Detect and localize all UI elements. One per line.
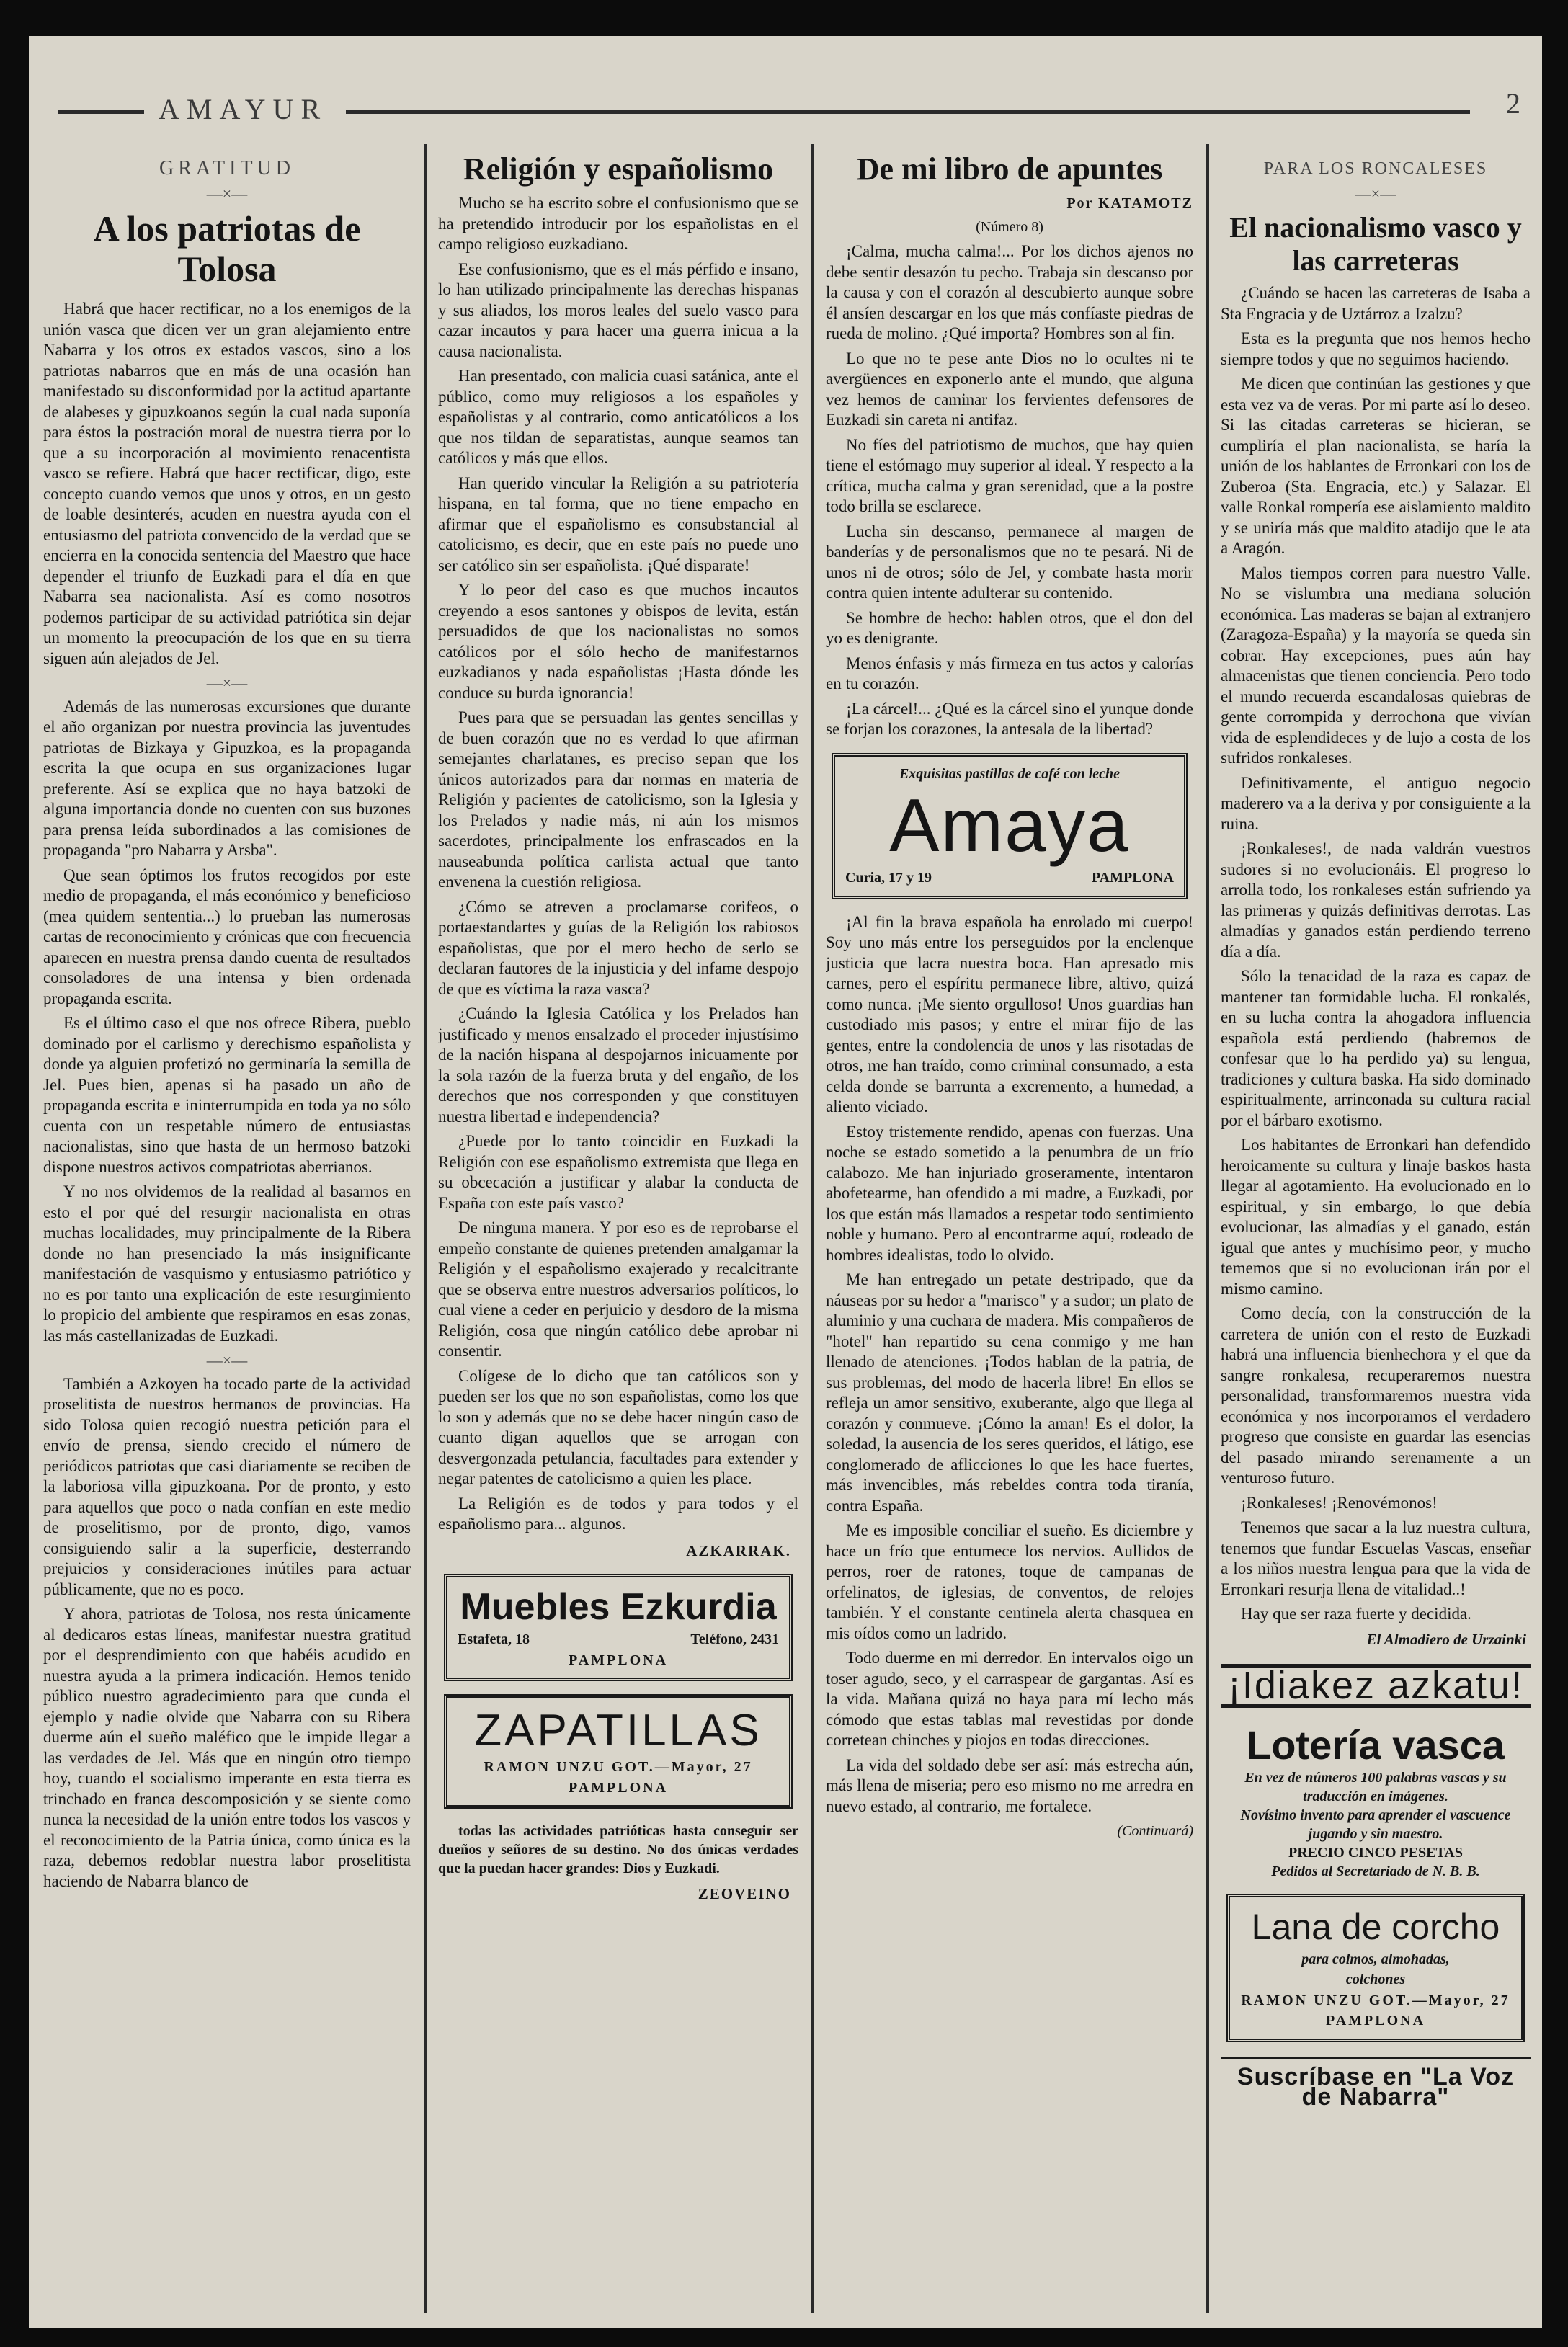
article-paragraph: Como decía, con la construcción de la carretera de unión con el resto de Euzkadi habrá una influencia bienhechora y el que da sangre ronkalesa, recuperaremos nuestra personalidad, transformaremos nuestra vida económica y nos incorporamos el verdadero progreso que consiste en guardar las esencias del pasado mirando serenamente a un venturoso futuro.	[1221, 1304, 1531, 1487]
article-paragraph: ¿Cómo se atreven a proclamarse corifeos, o portaestandartes y guías de la Religión los rabiosos españolistas, que por el mero hecho de serlo se declaran fautores de la injusticia y del infame despojo de que es víctima la raza vasca?	[438, 897, 798, 998]
newspaper-page	[29, 36, 1542, 2328]
ad-line: En vez de números 100 palabras vascas y su traducción en imágenes.	[1244, 1769, 1507, 1804]
article-paragraph: Hay que ser raza fuerte y decidida.	[1241, 1605, 1471, 1623]
article-paragraph: Han querido vincular la Religión a su patriotería hispana, en tal forma, que no tiene empacho en afirmar que el españolismo es consubstancial al catolicismo, es decir, que en este país no puede uno ser católico sin ser españolista. ¡Qué disparate!	[438, 473, 798, 574]
ad-zapatillas	[444, 1694, 793, 1809]
page-number: 2	[1506, 87, 1520, 120]
banner-title: ¡Idiakez azkatu!	[1227, 1664, 1524, 1707]
article-headline: A los patriotas de Tolosa	[93, 208, 361, 289]
article-byline: Por KATAMOTZ	[1066, 195, 1193, 211]
ornament: —×—	[206, 674, 248, 692]
ad-address: Estafeta, 18	[458, 1631, 530, 1647]
ad-loteria-vasca	[1221, 1722, 1531, 1881]
article-paragraph: Malos tiempos corren para nuestro Valle. No se vislumbra una mediana solución económica. Las maderas se bajan al extranjero (Zaragoza-España) y la mayoría se queda sin cobrar. Hay excepciones, pues aún hay almacenistas que tienen conciencia. Pero todo el mundo recuerda escandalosas quiebras de gente corrompida y derrochona que vivían vida de esplendideces y de lujo a costa de los sufridos ronkaleses.	[1221, 564, 1531, 767]
article-paragraph: Y no nos olvidemos de la realidad al basarnos en esto el por qué del resurgir nacionalista en otras muchas localidades, muy principalmente de la Ribera donde no han presenciado la más insignificante manifestación de vasquismo y entusiasmo patriótico y no es por tanto una explicación de este resurgimiento lo propicio del ambiente que respiramos en esas zonas, las más castellanizadas de Euzkadi.	[43, 1183, 411, 1345]
article-paragraph: No fíes del patriotismo de muchos, que hay quien tiene el estómago muy superior al ideal. Y respecto a la crítica, mucha calma y gran serenidad, que a la postre todo brilla se esclarece.	[826, 435, 1193, 515]
ad-contact-row	[458, 1629, 779, 1650]
ad-brand: Amaya	[889, 784, 1130, 868]
column-roncaleses	[1221, 144, 1531, 2306]
article-signature: AZKARRAK.	[686, 1541, 791, 1559]
article-tail: todas las actividades patrióticas hasta conseguir ser dueños y señores de su destino. No dos únicas verdades que la puedan hacer grandes: Dios y Euzkadi.	[438, 1823, 798, 1876]
footer-subscribe: Suscríbase en "La Voz de Nabarra"	[1221, 2057, 1531, 2108]
article-paragraph: ¡Al fin la brava española ha enrolado mi cuerpo! Soy uno más entre los perseguidos por la enclenque justicia que lacra nuestra boca. Han apresado mis carnes, pero el espíritu permanece libre, altivo, quizá como nunca. ¡Me siento orgulloso! Unos guardias han custodiado mis pasos; y entre el mirar fijo de las gentes, entre la condolencia de unos y las risotadas de otros, me han traído, como criminal consumado, a esta celda donde se barrunta a excremento, a humedad, a aliento viciado.	[826, 912, 1193, 1115]
ad-tagline: Exquisitas pastillas de café con leche	[899, 765, 1121, 782]
article-paragraph: De ninguna manera. Y por eso es de reprobarse el empeño constante de quienes pretenden amalgamar la Religión y el españolismo exajerado y recalcitrante que se observa entre nuestros adversarios políticos, lo cual viene a ceder en perjuicio y desdoro de la misma Religión, cosa que ningún católico debe aprobar ni consentir.	[438, 1219, 798, 1360]
ad-lana-de-corcho	[1226, 1894, 1525, 2042]
article-paragraph: También a Azkoyen ha tocado parte de la actividad proselitista de nuestros hermanos de provincias. Ha sido Tolosa quien recogió nuestra petición para el envío de prensa, siendo crecido el número de periódicos patriotas que casi diariamente se reciben de la laboriosa villa gipuzkoana. Por de pronto, y esto para aquellos que poco o nada confían en este medio de proselitismo, por de pronto, digo, vamos consiguiendo salir a la superficie, desterrando prejuicios y consideraciones inútiles para actuar públicamente, que no es poco.	[43, 1374, 411, 1598]
ad-sub: para colmos, almohadas,	[1301, 1951, 1450, 1967]
section-kicker: PARA LOS RONCALESES	[1263, 159, 1488, 178]
ornament: —×—	[206, 184, 248, 202]
banner-idiakez	[1221, 1664, 1531, 1708]
masthead-rule-left	[58, 110, 144, 114]
column-apuntes	[826, 144, 1193, 2306]
article-paragraph: Mucho se ha escrito sobre el confusionismo que se ha pretendido introducir por los españolistas en el campo religioso euzkadiano.	[438, 194, 798, 253]
ad-line: Novísimo invento para aprender el vascuence jugando y sin maestro.	[1240, 1807, 1511, 1842]
article-headline: De mi libro de apuntes	[856, 151, 1163, 187]
article-paragraph: Los habitantes de Erronkari han defendido heroicamente su cultura y linaje baskos hasta llegar al agotamiento. Ha evolucionado en lo espiritual, y sin embargo, lo que debía evolucionar, las almadías y el ganado, están igual que antes y muchísimo peor, y mucho tememos que si no evolucionan irán por el mismo camino.	[1221, 1136, 1531, 1298]
article-paragraph: Me han entregado un petate destripado, que da náuseas por su hedor a "marisco" y a sudor; un plato de aluminio y una cuchara de madera. Mis compañeros de "hotel" han repartido su cena conmigo y me han llenado de atenciones. ¡Todos hablan de la patria, de sus problemas, del modo de hacerla libre! En ellos se refleja un amor sensitivo, exuberante, algo que llega al corazón y conmueve. ¡Cómo la aman! Es el dolor, la soledad, la ausencia de los seres queridos, el látigo, ese conglomerado de aflicciones lo que les hace fuertes, más invencibles, más rebeldes contra toda tiranía, contra España.	[826, 1270, 1193, 1515]
article-paragraph: ¡Ronkaleses! ¡Renovémonos!	[1241, 1493, 1438, 1512]
article-paragraph: Y lo peor del caso es que muchos incautos creyendo a esos santones y obispos de levita, están persuadidos de que los nacionalistas no somos católicos por el sólo hecho de manifestarnos euzkadianos y nada españolistas ¡Hasta dónde les conduce su burda ignorancia!	[438, 581, 798, 702]
ad-city: PAMPLONA	[568, 1779, 669, 1796]
ad-address: RAMON UNZU GOT.—Mayor, 27	[1241, 1992, 1510, 2008]
article-paragraph: Lo que no te pese ante Dios no lo ocultes ni te avergüences en exponerlo ante el mundo, que alguna vez hemos de caminar los fervientes defensores de Euzkadi sin careta ni antifaz.	[826, 349, 1193, 429]
article-paragraph: Tenemos que sacar a la luz nuestra cultura, tenemos que fundar Escuelas Vascas, enseñar a los niños nuestra lengua para que la vida de Erronkari resurja llena de vitalidad..!	[1221, 1518, 1531, 1598]
ad-city: PAMPLONA	[1325, 2013, 1426, 2028]
ad-title: Muebles Ezkurdia	[460, 1586, 777, 1628]
article-paragraph: Esta es la pregunta que nos hemos hecho siempre todos y que no seguimos haciendo.	[1221, 329, 1531, 368]
article-signature: El Almadiero de Urzainki	[1366, 1630, 1526, 1648]
masthead	[43, 86, 1528, 130]
article-paragraph: Han presentado, con malicia cuasi satánica, ante el público, como muy religiosos a los españoles y españolistas y al contrario, como anticatólicos a los que nos tildan de separatistas, aunque seamos tan católicos y más que ellos.	[438, 367, 798, 467]
ad-order: Pedidos al Secretariado de N. B. B.	[1271, 1863, 1480, 1879]
article-paragraph: Pues para que se persuadan las gentes sencillas y de buen corazón que no es verdad lo que afirman semejantes charlatanes, es preciso sepan que los únicos autorizados para dar normas en materia de Religión y pacientes de catolicismo, son la Iglesia y los Prelados y nadie más, ni aún los mismos sacerdotes, principalmente los enfrascados en la nauseabunda política carlista actual que tanto envenena la cuestión religiosa.	[438, 708, 798, 891]
article-paragraph: ¡La cárcel!... ¿Qué es la cárcel sino el yunque donde se forjan los corazones, la antesala de la libertad?	[826, 699, 1193, 738]
article-paragraph: Se hombre de hecho: hablen otros, que el don del yo es denigrante.	[826, 608, 1193, 647]
article-paragraph: Todo duerme en mi derredor. En intervalos oigo un toser agudo, seco, y el carraspear de gargantas. Así es la vida. Mañana quizá no haya para mí lecho más cómodo que estas tablas mal revestidas por donde corretean chinches y piojos en todas direcciones.	[826, 1649, 1193, 1749]
ad-address: Curia, 17 y 19	[845, 870, 932, 886]
ad-city: PAMPLONA	[568, 1652, 669, 1668]
column-religion	[438, 144, 798, 2306]
article-paragraph: Habrá que hacer rectificar, no a los enemigos de la unión vasca que dicen ver un gran alejamiento entre Nabarra y los otros ex estados vascos, sino a los patriotas nabarros que en más de una ocasión han manifestado su disconformidad por la actitud apartante de alabeses y gipuzkoanos según la cual nada suponía para éstos la postración moral de nuestra tierra por lo que a su incorporación al movimiento renacentista vasco se refiere. Habrá que hacer rectificar, digo, este concepto cuando vemos que unos y otros, en un gesto de loable desinterés, acuden en nuestra ayuda con el entusiasmo del patriota convencido de la verdad que se encierra en la conocida sentencia del Maestro que hace depender el triunfo de Euzkadi para el día en que Nabarra sea nacionalista. Así es como nosotros podemos participar de su actividad patriótica sin dejar un momento la preocupación de los que en su tierra siguen aún alejados de Jel.	[43, 300, 411, 667]
article-signature: ZEOVEINO	[698, 1885, 791, 1902]
article-paragraph: La Religión es de todos y para todos y el españolismo para... algunos.	[438, 1494, 798, 1533]
article-headline: El nacionalismo vasco y las carreteras	[1229, 211, 1522, 277]
article-paragraph: Además de las numerosas excursiones que durante el año organizan por nuestra provincia las juventudes patriotas de Bizkaya y Gipuzkoa, es la propaganda escrita la que ocupa en sus organizaciones lugar preferente. Así se explica que no haya batzoki de alguna importancia donde no cuenten con sus buzones para prensa leída subordinados a las comisiones de propaganda "pro Nabarra y Arsba".	[43, 697, 411, 859]
article-paragraph: ¿Cuándo se hacen las carreteras de Isaba a Sta Engracia y de Uztárroz a Izalzu?	[1221, 284, 1531, 323]
article-paragraph: Que sean óptimos los frutos recogidos por este medio de propaganda, el más económico y beneficioso (mea quidem sententia...) lo prueban las numerosas cartas de reconocimiento y crónicas que con frecuencia aparecen en nuestra prensa dando cuenta de resultados consoladores de una intensa y bien ordenada propaganda escrita.	[43, 865, 411, 1007]
article-paragraph: ¡Ronkaleses!, de nada valdrán vuestros sudores si no evolucionáis. El progreso lo arrolla todo, los ronkaleses están sufriendo ya las primeras y quizás definitivas derrotas. Las almadías y ganados están perdiendo terreno día a día.	[1221, 840, 1531, 961]
article-paragraph: ¿Cuándo la Iglesia Católica y los Prelados han justificado y menos ensalzado el proceder injustísimo de la nación hispana al despojarnos inicuamente por la sola razón de la fuerza bruta y del engaño, de los derechos que nos corresponden y que constituyen nuestra libertad e independencia?	[438, 1005, 798, 1126]
article-paragraph: Sólo la tenacidad de la raza es capaz de mantener tan formidable lucha. El ronkalés, en su lucha contra la ahogadora influencia española está perdiendo (habremos de confesar que lo ha perdido ya) su lengua, tradiciones y cultura baska. Ha sido dominado espiritualmente, arrinconada su cultura racial por el bárbaro exotismo.	[1221, 967, 1531, 1129]
ornament: —×—	[1355, 184, 1396, 202]
article-paragraph: ¿Puede por lo tanto coincidir en Euzkadi la Religión con ese españolismo extremista que llega en su obcecación a justificar y alabar la conducta de España con este país vasco?	[438, 1132, 798, 1212]
ornament: —×—	[206, 1351, 248, 1369]
column-gratitud	[43, 144, 411, 2306]
masthead-title: AMAYUR	[159, 93, 328, 125]
ad-contact-row	[845, 868, 1174, 889]
masthead-rule-right	[346, 110, 1470, 114]
ad-title: Lana de corcho	[1251, 1906, 1500, 1947]
article-paragraph: Es el último caso el que nos ofrece Ribera, pueblo dominado por el carlismo y derechismo españolista y donde ya alguien profetizó no germinaría la semilla de Jel. Pues bien, apenas si ha pasado un año de propaganda escrita e ininterrumpida en toda ya no sólo cuenta con un respetable número de entusiastas nacionalistas, sino que hasta de un hermoso batzoki dispone nuestros activos compatriotas aberrianos.	[43, 1014, 411, 1176]
ad-address: RAMON UNZU GOT.—Mayor, 27	[484, 1759, 753, 1775]
continued-note: (Continuará)	[1117, 1823, 1193, 1839]
article-paragraph: Menos énfasis y más firmeza en tus actos y calorías en tu corazón.	[826, 654, 1193, 692]
article-paragraph: La vida del soldado debe ser así: más estrecha aún, más llena de miseria; pero eso mismo no me arredra en nuevo estado, al contrario, me fortalece.	[826, 1755, 1193, 1815]
ad-title: Lotería vasca	[1247, 1722, 1505, 1768]
article-paragraph: Definitivamente, el antiguo negocio maderero va a la deriva y por consiguiente a la ruina.	[1221, 773, 1531, 833]
article-number: (Número 8)	[976, 218, 1043, 235]
article-paragraph: Estoy tristemente rendido, apenas con fuerzas. Una noche se estado sometido a la penumbra de un frío calabozo. Me han injuriado groseramente, intentaron abofetearme, han ofendido a mi madre, a Euzkadi, por los que están más llamados a respetar todo sentimiento noble y humano. Pero al encontrarme aquí, rodeado de hombres idealistas, todo lo olvido.	[826, 1122, 1193, 1264]
column-divider	[1206, 144, 1209, 2313]
section-kicker: GRATITUD	[159, 157, 295, 179]
article-paragraph: Lucha sin descanso, permanece al margen de banderías y de personalismos que no te pesará. Ni de unos ni de otros; sólo de Jel, y combate hasta morir contra quien intente adulterar su contenido.	[826, 522, 1193, 602]
ad-price: PRECIO CINCO PESETAS	[1288, 1844, 1463, 1861]
ad-muebles-ezkurdia	[444, 1574, 793, 1681]
ad-amaya	[832, 753, 1188, 899]
article-paragraph: Me dicen que continúan las gestiones y que esta vez va de veras. Por mi parte así lo deseo. Si las citadas carreteras se hicieran, se cumpliría el plan nacionalista, se haría la unión de los hablantes de Erronkari con los de Zuberoa (Sta. Engracia, etc.) y Salazar. El valle Ronkal rompería ese aislamiento maldito y se uniría más que maldito atadijo que le ata a Aragón.	[1221, 375, 1531, 557]
article-paragraph: Me es imposible conciliar el sueño. Es diciembre y hace un frío que entumece los nervios. Aullidos de perros, roer de ratones, toque de campanas de orfelinatos, de iglesias, de conventos, de relojes también. Y el constante centinela alerta chasquea en mis oídos como un ladrido.	[826, 1521, 1193, 1642]
ad-city: PAMPLONA	[1091, 870, 1174, 886]
article-paragraph: Y ahora, patriotas de Tolosa, nos resta únicamente al dedicaros estas líneas, manifestar nuestra gratitud por el desprendimiento con que habéis acudido en nuestra ayuda a la primera indicación. Hemos tenido público nuestro agradecimiento para que cunda el ejemplo y nadie olvide que Nabarra con su Ribera duerme aún el sueño maléfico que le impide llegar a las verdades de Jel. Más que en ningún otro tiempo hoy, cuando el socialismo imperante en esta tierra es trinchado en franca descomposición y se siente como nunca la necesidad de la unión entre todos los vascos y el reconocimiento de la Patria única, como única es la raza, debemos redoblar nuestra labor proselitista haciendo de Nabarra blanco de	[43, 1605, 411, 1890]
article-paragraph: Colígese de lo dicho que tan católicos son y pueden ser los que no son españolistas, como los que lo son y además que no se debe hacer ningún caso de cuanto digan aquellos que se arrogan con desvergonzada petulancia, facultades para extender y negar patentes de catolicismo a quien les place.	[438, 1366, 798, 1487]
article-paragraph: ¡Calma, mucha calma!... Por los dichos ajenos no debe sentir desazón tu pecho. Trabaja sin descanso por la causa y con el corazón al descubierto aunque sobre él ansíen descargar en los que más confíaste piedras de rueda de molino. ¿Qué importa? Hombres son al fin.	[826, 242, 1193, 342]
article-paragraph: Ese confusionismo, que es el más pérfido e insano, lo han utilizado principalmente las derechas hispanas y sus aliados, los moros leales del suelo vasco para cazar incautos y para hacer una guerra inicua a la causa nacionalista.	[438, 259, 798, 360]
article-headline: Religión y españolismo	[463, 151, 774, 187]
ad-sub: colchones	[1345, 1972, 1406, 1987]
ad-phone: Teléfono, 2431	[690, 1631, 779, 1647]
column-divider	[811, 144, 814, 2313]
ad-title: ZAPATILLAS	[474, 1706, 762, 1755]
column-divider	[424, 144, 427, 2313]
